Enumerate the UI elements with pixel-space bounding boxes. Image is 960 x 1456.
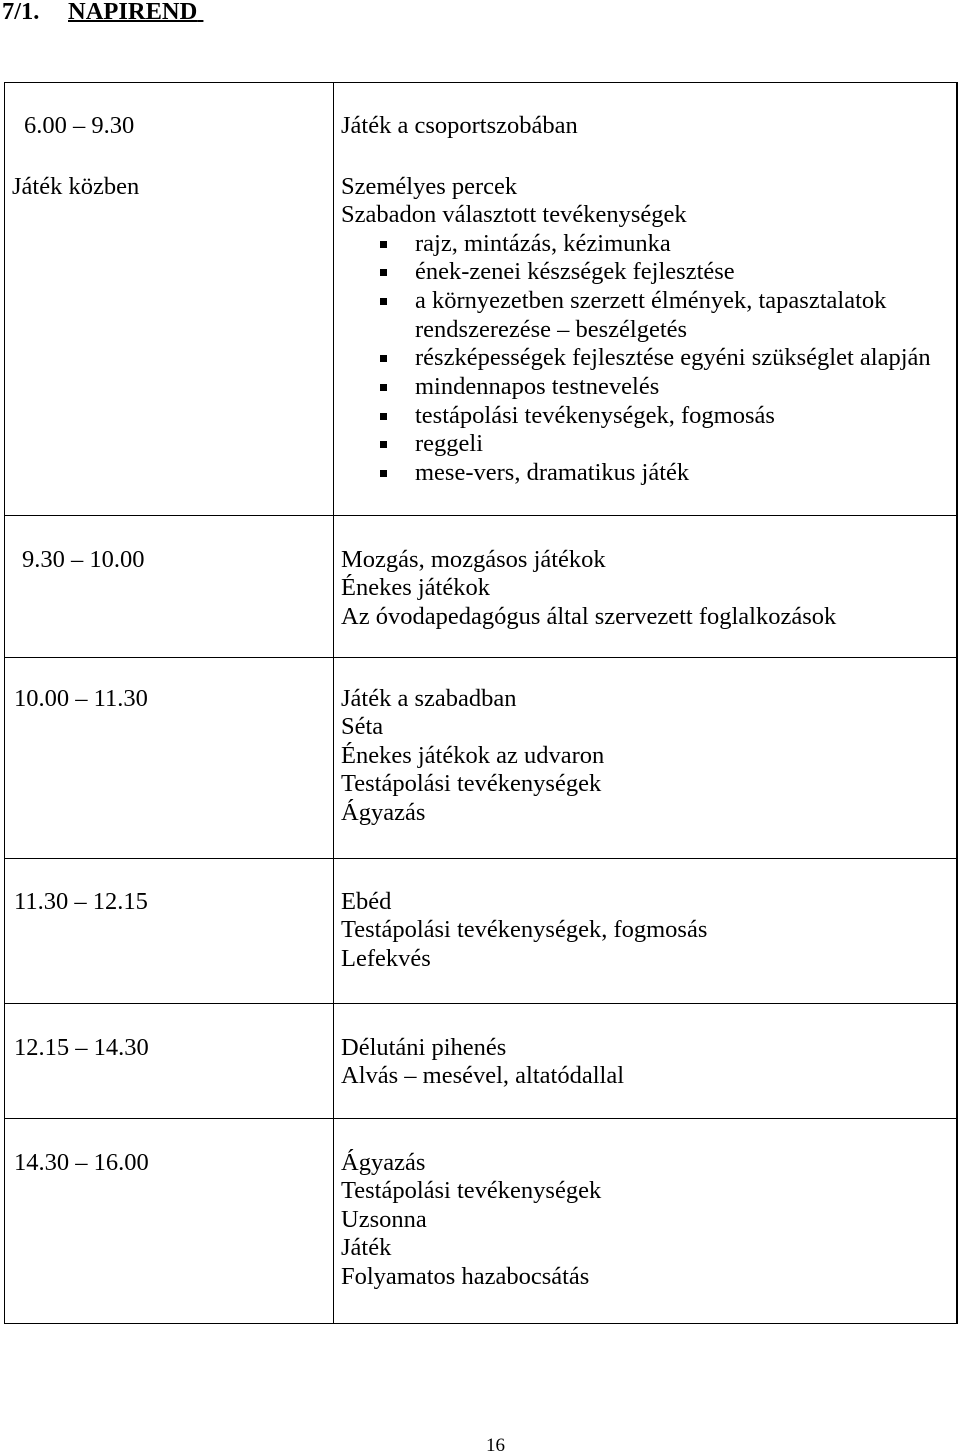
sub-activity-text: rajz, mintázás, kézimunka	[415, 229, 671, 257]
activity-item: Énekes játékok az udvaron	[341, 741, 605, 769]
column-divider	[333, 82, 335, 1325]
sub-activity-item	[415, 402, 955, 431]
activity-item: Lefekvés	[341, 944, 431, 972]
activity-item: Személyes percek	[341, 172, 518, 200]
time-slot: 9.30 – 10.00	[22, 545, 145, 573]
activity-item: Ebéd	[341, 887, 392, 915]
sub-activity-item	[415, 344, 955, 373]
activity-item: Az óvodapedagógus által szervezett foglalkozások	[341, 602, 837, 630]
activity-item: Ágyazás	[341, 1148, 426, 1176]
sub-activity-item	[415, 230, 955, 259]
sub-activity-item	[415, 430, 955, 459]
activity-item: Testápolási tevékenységek	[341, 1177, 602, 1205]
row-divider	[4, 515, 958, 517]
activity-item: Mozgás, mozgásos játékok	[341, 545, 606, 573]
sub-activity-item	[415, 287, 955, 344]
sub-activity-item	[415, 258, 955, 287]
square-bullet-icon	[380, 384, 387, 391]
row-divider	[4, 1118, 958, 1120]
activity-item: Uzsonna	[341, 1205, 427, 1233]
square-bullet-icon	[380, 413, 387, 420]
document-heading	[0, 0, 400, 26]
activity-list	[341, 888, 707, 974]
square-bullet-icon	[380, 470, 387, 477]
document-title: NAPIREND	[68, 0, 198, 25]
activity-item: Játék	[341, 1234, 392, 1262]
sub-activity-item	[415, 459, 955, 488]
activity-item: Folyamatos hazabocsátás	[341, 1263, 590, 1291]
time-slot: 14.30 – 16.00	[14, 1148, 149, 1176]
activity-item: Testápolási tevékenységek	[341, 770, 602, 798]
sub-activity-item	[415, 373, 955, 402]
activity-list	[341, 546, 836, 632]
activity-item: Testápolási tevékenységek, fogmosás	[341, 916, 708, 944]
square-bullet-icon	[380, 355, 387, 362]
square-bullet-icon	[380, 269, 387, 276]
table-border-top	[4, 82, 958, 84]
row-divider	[4, 858, 958, 860]
sub-activity-text: ének-zenei készségek fejlesztése	[415, 258, 735, 286]
activity-list	[341, 1034, 624, 1091]
table-border-bottom	[4, 1323, 958, 1325]
sub-activity-list	[415, 230, 955, 488]
square-bullet-icon	[380, 298, 387, 305]
sub-activity-text: részképességek fejlesztése egyéni szükséglet alapján	[415, 344, 931, 372]
sub-activity-text: reggeli	[415, 430, 484, 458]
activity-list	[341, 685, 604, 828]
activity-list	[341, 1149, 601, 1292]
sub-activity-text: mese-vers, dramatikus játék	[415, 459, 690, 487]
time-slot: 6.00 – 9.30	[24, 111, 135, 139]
activity-item: Szabadon választott tevékenységek	[341, 201, 687, 229]
row-divider	[4, 657, 958, 659]
table-border-left	[4, 82, 6, 1325]
page-number: 16	[486, 1435, 505, 1456]
time-slot: 11.30 – 12.15	[14, 887, 148, 915]
activity-item: Délutáni pihenés	[341, 1033, 507, 1061]
time-slot-note: Játék közben	[12, 172, 140, 200]
time-slot: 10.00 – 11.30	[14, 684, 148, 712]
activity-list	[341, 112, 955, 488]
time-slot: 12.15 – 14.30	[14, 1033, 149, 1061]
activity-heading: Játék a csoportszobában	[341, 111, 578, 139]
table-border-right	[956, 82, 958, 1325]
sub-activity-text: mindennapos testnevelés	[415, 373, 660, 401]
square-bullet-icon	[380, 441, 387, 448]
sub-activity-text: a környezetben szerzett élmények, tapasztalatok rendszerezése – beszélgetés	[415, 287, 887, 343]
activity-item: Énekes játékok	[341, 574, 490, 602]
activity-item: Alvás – mesével, altatódallal	[341, 1062, 625, 1090]
blank-line	[341, 140, 955, 172]
activity-item: Ágyazás	[341, 799, 426, 827]
activity-item: Séta	[341, 713, 384, 741]
sub-activity-text: testápolási tevékenységek, fogmosás	[415, 401, 775, 429]
square-bullet-icon	[380, 241, 387, 248]
activity-item: Játék a szabadban	[341, 684, 517, 712]
section-number: 7/1.	[2, 0, 40, 25]
row-divider	[4, 1003, 958, 1005]
